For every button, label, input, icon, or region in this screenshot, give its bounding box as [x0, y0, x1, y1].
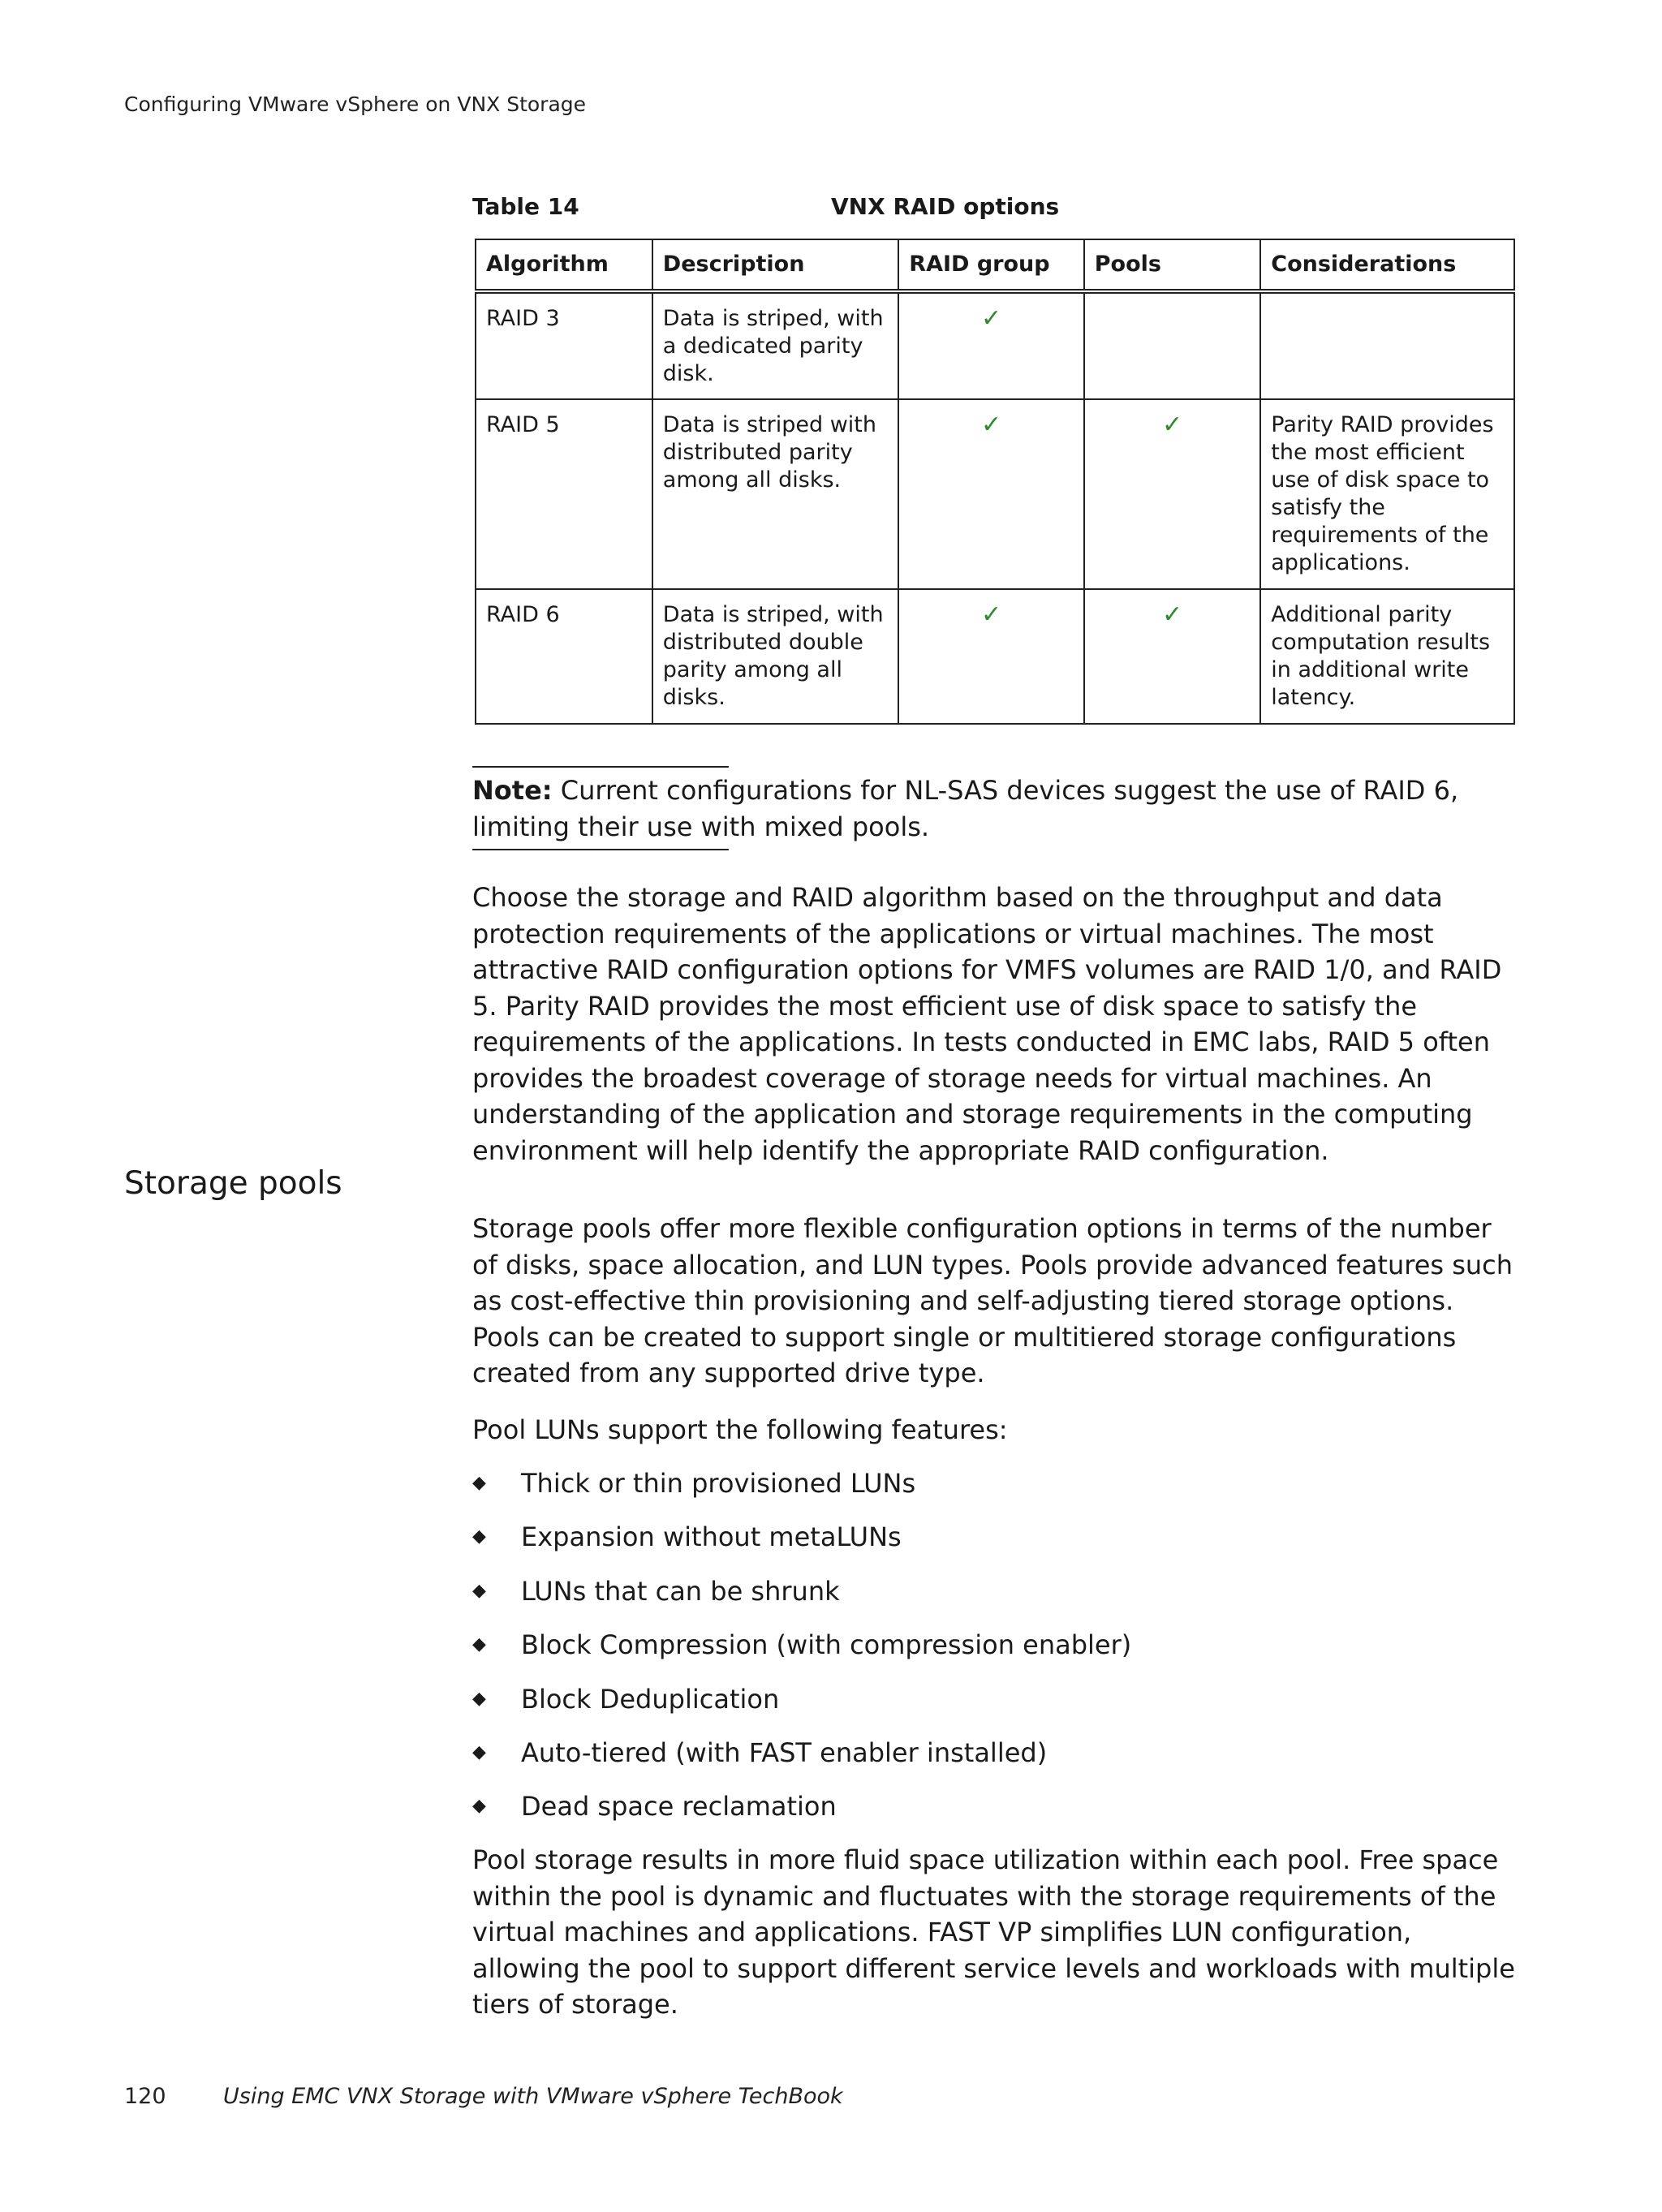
list-item — [472, 1788, 1519, 1842]
raid-group-check-icon: ✓ — [898, 291, 1083, 399]
table-row — [476, 291, 1514, 399]
page-number: 120 — [124, 2084, 166, 2109]
table-number: Table 14 — [472, 193, 579, 220]
book-title: Using EMC VNX Storage with VMware vSphere TechBook — [223, 2084, 843, 2109]
list-item-text: Block Deduplication — [521, 1683, 780, 1715]
table-title: VNX RAID options — [831, 193, 1060, 220]
pools-check-icon: ✓ — [1084, 589, 1260, 724]
table-header-row — [476, 239, 1514, 291]
note-box — [472, 766, 1519, 850]
description-cell: Data is striped with distributed parity among all disks. — [652, 399, 899, 589]
diamond-bullet-icon: ◆ — [472, 1741, 486, 1762]
table-row — [476, 399, 1514, 589]
running-header: Configuring VMware vSphere on VNX Storage — [124, 93, 587, 116]
note-label: Note: — [472, 775, 553, 806]
considerations-cell: Parity RAID provides the most efficient use of disk space to satisfy the requirements of the applications. — [1260, 399, 1514, 589]
list-item-text: Thick or thin provisioned LUNs — [521, 1468, 916, 1499]
considerations-cell — [1260, 291, 1514, 399]
note-body: Current configurations for NL-SAS devices suggest the use of RAID 6, limiting their use with mixed pools. — [472, 775, 1459, 842]
algorithm-cell: RAID 5 — [476, 399, 652, 589]
table-row — [476, 589, 1514, 724]
column-header-description: Description — [652, 239, 899, 291]
diamond-bullet-icon: ◆ — [472, 1634, 486, 1655]
diamond-bullet-icon: ◆ — [472, 1473, 486, 1493]
pool-luns-lead-paragraph: Pool LUNs support the following features: — [472, 1414, 1008, 1445]
description-cell: Data is striped, with a dedicated parity disk. — [652, 291, 899, 399]
list-item — [472, 1465, 1519, 1519]
list-item-text: Auto-tiered (with FAST enabler installed) — [521, 1736, 1048, 1768]
list-item-text: Expansion without metaLUNs — [521, 1521, 902, 1553]
section-heading: Storage pools — [124, 1165, 342, 1202]
note-bottom-rule — [472, 849, 729, 850]
raid-group-check-icon: ✓ — [898, 589, 1083, 724]
list-item-text: Block Compression (with compression enabler) — [521, 1629, 1132, 1661]
pool-storage-paragraph: Pool storage results in more fluid space utilization within each pool. Free space within the pool is dynamic and fluctuates with the storage requirements of the virtual machines and applications. FAST VP simplifies LUN configuration, allowing the pool to support different service levels and workloads with multiple tiers of storage. — [472, 1844, 1515, 2020]
column-header-raid-group: RAID group — [898, 239, 1083, 291]
column-header-algorithm: Algorithm — [476, 239, 652, 291]
list-item — [472, 1573, 1519, 1627]
raid-choice-paragraph: Choose the storage and RAID algorithm based on the throughput and data protection requirements of the applications or virtual machines. The most attractive RAID configuration options for VMFS volumes are RAID 1/0, and RAID 5. Parity RAID provides the most efficient use of disk space to satisfy the requirements of the applications. In tests conducted in EMC labs, RAID 5 often provides the broadest coverage of storage needs for virtual machines. An understanding of the application and storage requirements in the computing environment will help identify the appropriate RAID configuration. — [472, 882, 1502, 1166]
diamond-bullet-icon: ◆ — [472, 1688, 486, 1709]
list-item — [472, 1519, 1519, 1573]
raid-group-check-icon: ✓ — [898, 399, 1083, 589]
note-text — [472, 768, 1519, 849]
diamond-bullet-icon: ◆ — [472, 1580, 486, 1601]
column-header-considerations: Considerations — [1260, 239, 1514, 291]
feature-list — [472, 1465, 1519, 1843]
column-header-pools: Pools — [1084, 239, 1260, 291]
diamond-bullet-icon: ◆ — [472, 1796, 486, 1817]
list-item — [472, 1627, 1519, 1681]
raid-options-table — [475, 239, 1515, 725]
list-item-text: Dead space reclamation — [521, 1791, 837, 1823]
algorithm-cell: RAID 3 — [476, 291, 652, 399]
list-item — [472, 1681, 1519, 1735]
considerations-cell: Additional parity computation results in additional write latency. — [1260, 589, 1514, 724]
diamond-bullet-icon: ◆ — [472, 1526, 486, 1547]
algorithm-cell: RAID 6 — [476, 589, 652, 724]
list-item-text: LUNs that can be shrunk — [521, 1575, 840, 1607]
pools-check-icon: ✓ — [1084, 399, 1260, 589]
pools-check-icon — [1084, 291, 1260, 399]
pools-intro-paragraph: Storage pools offer more flexible configuration options in terms of the number of disks, space allocation, and LUN types. Pools provide advanced features such as cost-effective thin provisioning and self-adjusting tiered storage options. Pools can be created to support single or multitiered storage configurations created from any supported drive type. — [472, 1213, 1513, 1388]
description-cell: Data is striped, with distributed double parity among all disks. — [652, 589, 899, 724]
list-item — [472, 1735, 1519, 1788]
